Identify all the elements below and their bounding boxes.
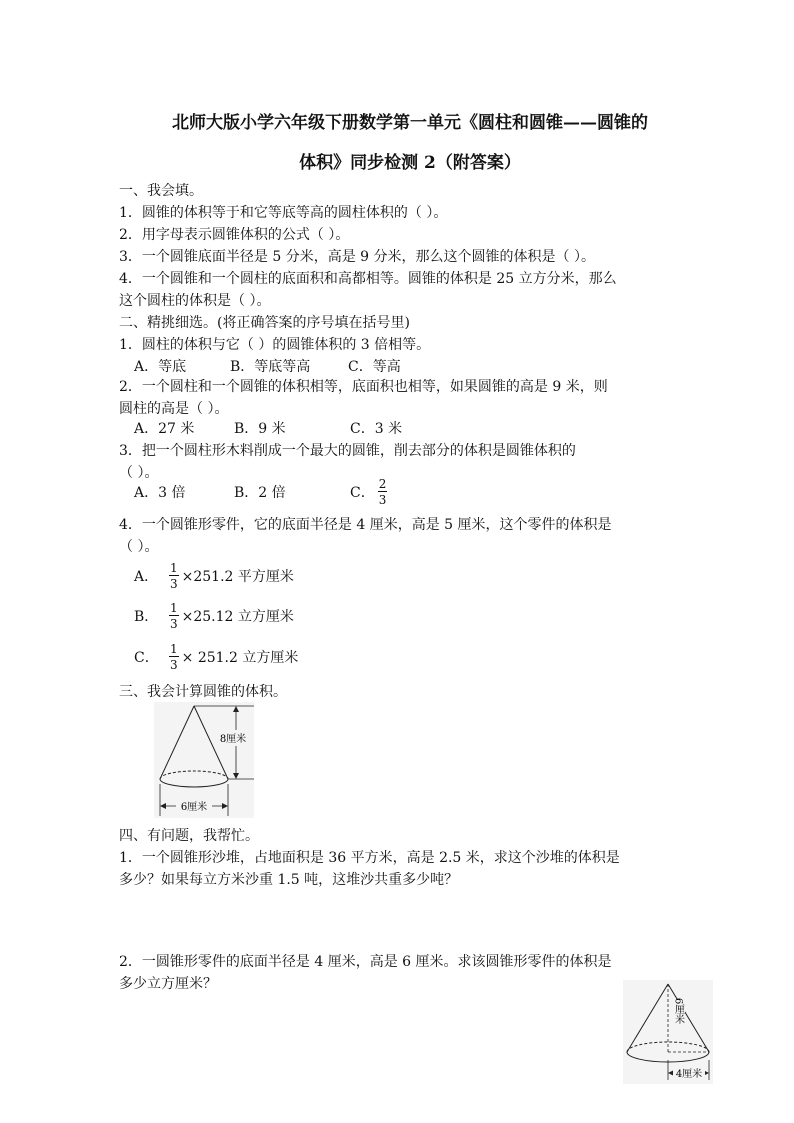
option-label: A．: [134, 569, 159, 585]
s2-question-3-line-1: 3．把一个圆柱形木料削成一个最大的圆锥，削去部分的体积是圆锥体积的: [119, 443, 576, 459]
option-b: B．9 米: [234, 421, 286, 437]
s2-question-4-option-a: [134, 556, 294, 596]
height-label: 8厘米: [219, 734, 247, 745]
option-a: A．27 米: [134, 421, 195, 437]
document-title-line-1: 北师大版小学六年级下册数学第一单元《圆柱和圆锥——圆锥的: [172, 113, 648, 133]
s2-question-1-options: [134, 356, 401, 376]
radius-label: 4厘米: [675, 1069, 703, 1080]
fraction-one-third: $\frac{1}{3}$: [170, 642, 178, 672]
option-text: ×251.2 平方厘米: [181, 569, 294, 585]
section-2-heading: 二、精挑细选。(将正确答案的序号填在括号里): [119, 315, 410, 331]
option-text: × 251.2 立方厘米: [181, 650, 299, 666]
diameter-label: 6厘米: [180, 802, 208, 813]
fraction-two-thirds: $\frac{2}{3}$: [378, 477, 387, 507]
s1-question-2: 2．用字母表示圆锥体积的公式（ ）。: [119, 227, 350, 243]
option-c: C．3 米: [350, 421, 403, 437]
s4-question-2-line-1: 2．一圆锥形零件的底面半径是 4 厘米，高是 6 厘米。求该圆锥形零件的体积是: [119, 954, 612, 970]
option-b: B．等底等高: [230, 359, 311, 375]
option-a: A．等底: [134, 359, 187, 375]
s1-question-4-line-2: 这个圆柱的体积是（ ）。: [119, 293, 271, 309]
s2-question-1: 1．圆柱的体积与它（ ）的圆锥体积的 3 倍相等。: [119, 337, 431, 353]
fraction-one-third: $\frac{1}{3}$: [170, 601, 178, 631]
height-label: 6厘米: [672, 997, 684, 1025]
s2-question-3-line-2: （ ）。: [119, 465, 159, 481]
s1-question-1: 1．圆锥的体积等于和它等底等高的圆柱体积的（ ）。: [119, 205, 448, 221]
s1-question-3: 3．一个圆锥底面半径是 5 分米，高是 9 分米，那么这个圆锥的体积是（ ）。: [119, 249, 595, 265]
s2-question-2-options: [134, 418, 402, 438]
section-3-heading: 三、我会计算圆锥的体积。: [119, 684, 287, 700]
s2-question-2-line-2: 圆柱的高是（ ）。: [119, 401, 229, 417]
option-c: C．: [350, 485, 375, 501]
option-label: C．: [134, 650, 159, 666]
s2-question-4-option-c: [134, 637, 298, 677]
s2-question-4-option-b: [134, 596, 294, 636]
option-c: C．等高: [348, 359, 401, 375]
s4-question-2-line-2: 多少立方厘米？: [119, 976, 217, 992]
s2-question-3-options: [134, 472, 390, 512]
s1-question-4-line-1: 4．一个圆锥和一个圆柱的底面积和高都相等。圆锥的体积是 25 立方分米，那么: [119, 271, 617, 287]
option-label: B．: [134, 609, 159, 625]
option-a: A．3 倍: [134, 485, 186, 501]
fraction-one-third: $\frac{1}{3}$: [170, 561, 178, 591]
cone-figure-8cm-6cm: [154, 702, 254, 818]
s4-question-1-line-2: 多少？如果每立方米沙重 1.5 吨，这堆沙共重多少吨？: [119, 872, 459, 888]
option-text: ×25.12 立方厘米: [181, 609, 294, 625]
cone-figure-6cm-4cm: [623, 980, 713, 1084]
option-b: B．2 倍: [234, 485, 286, 501]
s2-question-4-line-1: 4．一个圆锥形零件，它的底面半径是 4 厘米，高是 5 厘米，这个零件的体积是: [119, 517, 612, 533]
document-title-line-2: 体积》同步检测 2（附答案）: [299, 153, 521, 173]
s4-question-1-line-1: 1．一个圆锥形沙堆，占地面积是 36 平方米，高是 2.5 米，求这个沙堆的体积是: [119, 850, 620, 866]
s2-question-4-line-2: （ ）。: [119, 539, 159, 555]
section-4-heading: 四、有问题，我帮忙。: [119, 828, 259, 844]
section-1-heading: 一、我会填。: [119, 183, 203, 199]
s2-question-2-line-1: 2．一个圆柱和一个圆锥的体积相等，底面积也相等，如果圆锥的高是 9 米，则: [119, 379, 608, 395]
